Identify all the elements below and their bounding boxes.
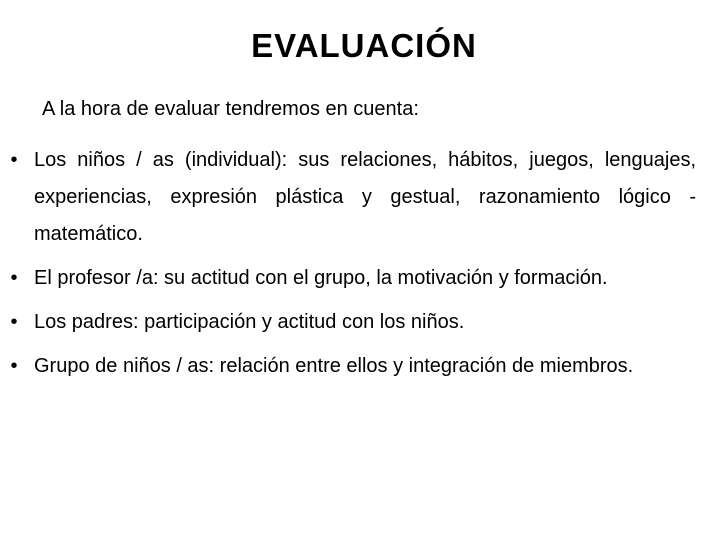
intro-text: A la hora de evaluar tendremos en cuenta: [42,98,419,120]
bullet-dot-icon: • [10,311,18,333]
bullet-text: El profesor /a: su actitud con el grupo, la motivación y formación. [34,267,608,289]
bullet-item-grupo [0,348,728,385]
slide-title: EVALUACIÓN [251,27,477,64]
bullet-text: Los niños / as (individual): sus relaciones, hábitos, juegos, lenguajes, experiencias, expresión plástica y gestual, razonamiento lógico - matemático. [34,149,696,245]
bullet-text: Los padres: participación y actitud con los niños. [34,311,465,333]
bullet-dot-icon: • [10,267,18,289]
bullet-item-ninos [0,142,728,253]
bullet-text: Grupo de niños / as: relación entre ellos y integración de miembros. [34,355,634,377]
bullet-dot-icon: • [10,149,18,171]
bullet-item-profesor [0,260,728,297]
bullet-item-padres [0,304,728,341]
bullet-dot-icon: • [10,355,18,377]
bullet-list [0,142,728,392]
